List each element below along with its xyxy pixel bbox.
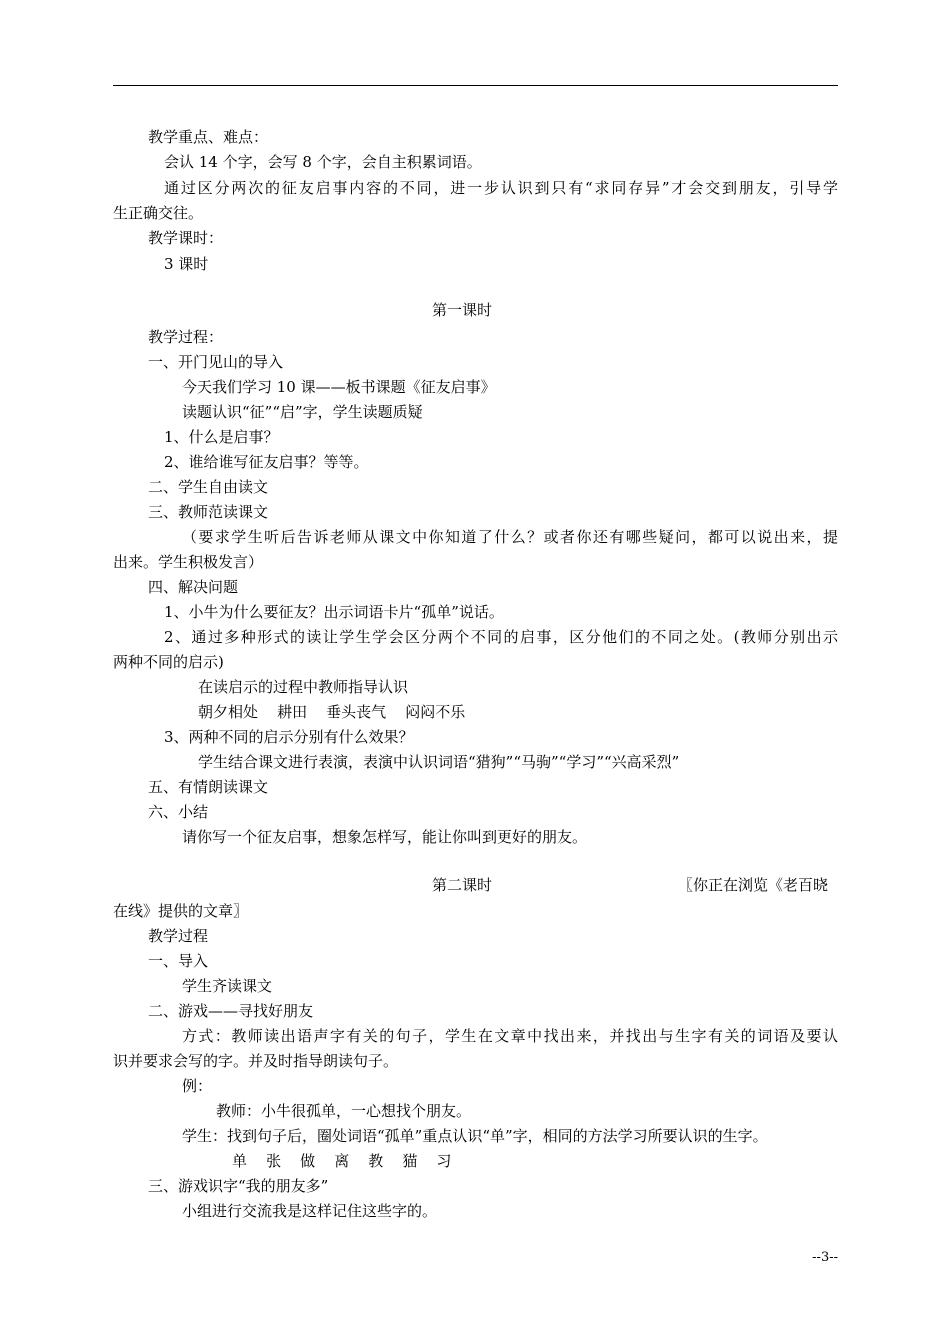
text-line: 今天我们学习 10 课——板书课题《征友启事》 [182, 378, 496, 396]
text-line: 3 课时 [164, 255, 209, 273]
text-line: 教学过程 [148, 927, 209, 945]
text-line: 二、学生自由读文 [148, 478, 269, 496]
text-line: 朝夕相处 耕田 垂头丧气 闷闷不乐 [198, 703, 466, 721]
text-line: 学生结合课文进行表演，表演中认识词语“猎狗”“马驹”“学习”“兴高采烈” [198, 753, 680, 771]
text-line: 五、有情朗读课文 [148, 778, 269, 796]
text-line: 三、教师范读课文 [148, 503, 269, 521]
text-line: 识并要求会写的字。并及时指导朗读句子。 [113, 1052, 399, 1070]
text-line: 学生：找到句子后，圈处词语“孤单”重点认识“单”字，相同的方法学习所要认识的生字。 [182, 1127, 768, 1145]
text-line: 读题认识“征”“启”字，学生读题质疑 [182, 403, 423, 421]
text-line: 出来。学生积极发言） [113, 553, 264, 571]
text-line: 三、游戏识字“我的朋友多” [148, 1177, 329, 1195]
text-line: 请你写一个征友启事，想象怎样写，能让你叫到更好的朋友。 [182, 828, 588, 846]
text-line: 一、导入 [148, 952, 209, 970]
text-line: 通过区分两次的征友启事内容的不同，进一步认识到只有“求同存异”才会交到朋友，引导学 [164, 179, 838, 197]
text-line: 会认 14 个字，会写 8 个字，会自主积累词语。 [164, 153, 482, 171]
text-line: 2、谁给谁写征友启事？等等。 [164, 453, 369, 471]
text-line: 两种不同的启示) [113, 653, 224, 671]
page-number: --3-- [812, 1250, 838, 1265]
text-line: 四、解决问题 [148, 578, 239, 596]
text-line: 方式：教师读出语声字有关的句子，学生在文章中找出来，并找出与生字有关的词语及要认 [182, 1027, 838, 1045]
text-line: （要求学生听后告诉老师从课文中你知道了什么？或者你还有哪些疑问，都可以说出来，提 [182, 528, 838, 546]
section-heading: 第二课时 [432, 876, 493, 894]
text-line: 小组进行交流我是这样记住这些字的。 [182, 1202, 438, 1220]
text-line: 2、通过多种形式的读让学生学会区分两个不同的启事，区分他们的不同之处。(教师分别出示 [164, 628, 838, 646]
text-line: 六、小结 [148, 803, 209, 821]
text-line: 在读启示的过程中教师指导认识 [198, 678, 409, 696]
text-line: 学生齐读课文 [182, 977, 273, 995]
text-line: 〖你正在浏览《老百晓 [678, 876, 829, 894]
text-line: 教学课时： [148, 229, 224, 247]
text-line: 教师：小牛很孤单，一心想找个朋友。 [216, 1102, 472, 1120]
text-line: 3、两种不同的启示分别有什么效果？ [164, 728, 414, 746]
text-line: 二、游戏——寻找好朋友 [148, 1002, 314, 1020]
text-line: 在线》提供的文章〗 [113, 902, 249, 920]
text-line: 1、小牛为什么要征友？出示词语卡片“孤单”说话。 [164, 603, 504, 621]
text-line: 教学过程： [148, 328, 224, 346]
section-heading: 第一课时 [432, 301, 493, 319]
text-line: 生正确交往。 [113, 204, 204, 222]
header-rule [113, 85, 838, 86]
text-line: 单 张 做 离 教 猫 习 [232, 1152, 452, 1170]
text-line: 1、什么是启事？ [164, 428, 279, 446]
text-line: 一、开门见山的导入 [148, 353, 284, 371]
text-line: 教学重点、难点： [148, 128, 269, 146]
text-line: 例： [182, 1077, 213, 1095]
